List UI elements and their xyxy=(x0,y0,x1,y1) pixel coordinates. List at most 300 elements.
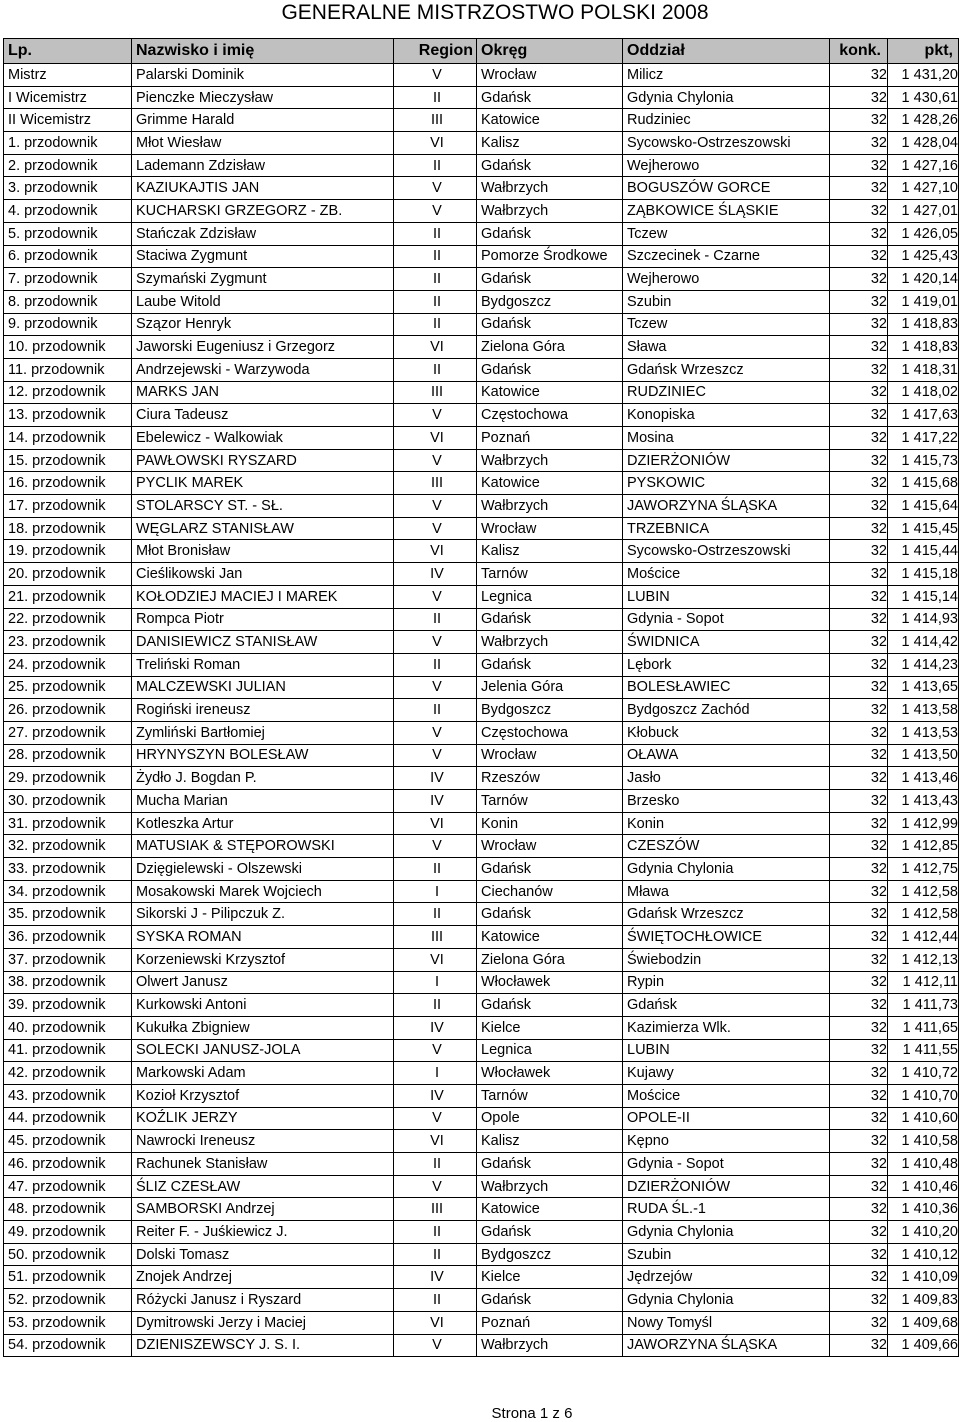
cell-region: II xyxy=(394,1289,477,1312)
cell-pkt: 1 417,63 xyxy=(888,404,959,427)
cell-district: Gdańsk xyxy=(477,903,623,926)
table-row xyxy=(4,1107,959,1130)
header-row xyxy=(4,39,959,64)
table-row xyxy=(4,926,959,949)
cell-region: III xyxy=(394,926,477,949)
cell-name: DZIENISZEWSCY J. S. I. xyxy=(132,1334,394,1357)
cell-region: IV xyxy=(394,1084,477,1107)
cell-lp: 42. przodownik xyxy=(4,1062,132,1085)
table-row xyxy=(4,1266,959,1289)
cell-pkt: 1 425,43 xyxy=(888,245,959,268)
cell-lp: 50. przodownik xyxy=(4,1243,132,1266)
cell-name: Pienczke Mieczysław xyxy=(132,86,394,109)
cell-district: Wałbrzych xyxy=(477,631,623,654)
cell-name: STOLARSCY ST. - SŁ. xyxy=(132,495,394,518)
cell-region: I xyxy=(394,971,477,994)
table-row xyxy=(4,1221,959,1244)
cell-district: Wrocław xyxy=(477,64,623,87)
table-row xyxy=(4,903,959,926)
cell-pkt: 1 412,99 xyxy=(888,812,959,835)
cell-branch: Gdynia - Sopot xyxy=(623,608,830,631)
table-row xyxy=(4,767,959,790)
cell-pkt: 1 410,36 xyxy=(888,1198,959,1221)
cell-pkt: 1 409,83 xyxy=(888,1289,959,1312)
cell-lp: 37. przodownik xyxy=(4,948,132,971)
table-row xyxy=(4,585,959,608)
table-row xyxy=(4,313,959,336)
table-row xyxy=(4,245,959,268)
cell-pkt: 1 412,13 xyxy=(888,948,959,971)
cell-branch: RUDZINIEC xyxy=(623,381,830,404)
cell-region: III xyxy=(394,109,477,132)
cell-district: Bydgoszcz xyxy=(477,290,623,313)
cell-region: II xyxy=(394,1243,477,1266)
cell-konk: 32 xyxy=(830,427,888,450)
table-row xyxy=(4,427,959,450)
cell-pkt: 1 412,11 xyxy=(888,971,959,994)
cell-konk: 32 xyxy=(830,1039,888,1062)
cell-konk: 32 xyxy=(830,676,888,699)
cell-lp: 20. przodownik xyxy=(4,563,132,586)
cell-name: Nawrocki Ireneusz xyxy=(132,1130,394,1153)
cell-region: II xyxy=(394,313,477,336)
cell-pkt: 1 427,01 xyxy=(888,200,959,223)
cell-pkt: 1 410,09 xyxy=(888,1266,959,1289)
cell-konk: 32 xyxy=(830,381,888,404)
cell-pkt: 1 412,75 xyxy=(888,858,959,881)
cell-branch: Konin xyxy=(623,812,830,835)
cell-pkt: 1 412,85 xyxy=(888,835,959,858)
cell-district: Bydgoszcz xyxy=(477,1243,623,1266)
cell-region: V xyxy=(394,517,477,540)
cell-pkt: 1 418,02 xyxy=(888,381,959,404)
cell-region: II xyxy=(394,903,477,926)
cell-pkt: 1 427,10 xyxy=(888,177,959,200)
cell-branch: ŚWIĘTOCHŁOWICE xyxy=(623,926,830,949)
cell-konk: 32 xyxy=(830,1198,888,1221)
cell-name: Kurkowski Antoni xyxy=(132,994,394,1017)
cell-branch: Mława xyxy=(623,880,830,903)
cell-lp: 36. przodownik xyxy=(4,926,132,949)
cell-lp: 14. przodownik xyxy=(4,427,132,450)
cell-lp: 19. przodownik xyxy=(4,540,132,563)
cell-name: Treliński Roman xyxy=(132,653,394,676)
cell-name: Ciura Tadeusz xyxy=(132,404,394,427)
cell-name: KOŁODZIEJ MACIEJ I MAREK xyxy=(132,585,394,608)
cell-pkt: 1 412,58 xyxy=(888,903,959,926)
cell-branch: RUDA ŚL.-1 xyxy=(623,1198,830,1221)
cell-branch: OŁAWA xyxy=(623,744,830,767)
cell-name: Reiter F. - Juśkiewicz J. xyxy=(132,1221,394,1244)
cell-district: Katowice xyxy=(477,472,623,495)
cell-district: Wrocław xyxy=(477,744,623,767)
cell-lp: 35. przodownik xyxy=(4,903,132,926)
table-row xyxy=(4,132,959,155)
cell-lp: II Wicemistrz xyxy=(4,109,132,132)
cell-lp: 17. przodownik xyxy=(4,495,132,518)
cell-lp: 1. przodownik xyxy=(4,132,132,155)
table-row xyxy=(4,1039,959,1062)
cell-konk: 32 xyxy=(830,1289,888,1312)
cell-pkt: 1 414,93 xyxy=(888,608,959,631)
cell-konk: 32 xyxy=(830,1243,888,1266)
cell-pkt: 1 430,61 xyxy=(888,86,959,109)
results-table xyxy=(3,38,959,1357)
cell-name: Dzięgielewski - Olszewski xyxy=(132,858,394,881)
cell-branch: ZĄBKOWICE ŚLĄSKIE xyxy=(623,200,830,223)
cell-lp: 44. przodownik xyxy=(4,1107,132,1130)
cell-konk: 32 xyxy=(830,109,888,132)
cell-branch: Wejherowo xyxy=(623,268,830,291)
cell-region: II xyxy=(394,222,477,245)
cell-region: VI xyxy=(394,1130,477,1153)
cell-konk: 32 xyxy=(830,1221,888,1244)
cell-konk: 32 xyxy=(830,290,888,313)
cell-pkt: 1 413,43 xyxy=(888,790,959,813)
cell-region: V xyxy=(394,631,477,654)
cell-name: Młot Bronisław xyxy=(132,540,394,563)
cell-district: Katowice xyxy=(477,1198,623,1221)
cell-konk: 32 xyxy=(830,86,888,109)
cell-konk: 32 xyxy=(830,1062,888,1085)
cell-branch: Mościce xyxy=(623,1084,830,1107)
table-row xyxy=(4,721,959,744)
table-row xyxy=(4,790,959,813)
cell-lp: 46. przodownik xyxy=(4,1153,132,1176)
cell-name: Korzeniewski Krzysztof xyxy=(132,948,394,971)
cell-name: Zymliński Bartłomiej xyxy=(132,721,394,744)
table-row xyxy=(4,1062,959,1085)
cell-pkt: 1 431,20 xyxy=(888,64,959,87)
cell-lp: 10. przodownik xyxy=(4,336,132,359)
cell-lp: 24. przodownik xyxy=(4,653,132,676)
cell-district: Włocławek xyxy=(477,971,623,994)
cell-district: Ciechanów xyxy=(477,880,623,903)
cell-branch: Rypin xyxy=(623,971,830,994)
table-row xyxy=(4,86,959,109)
table-row xyxy=(4,1289,959,1312)
cell-lp: 51. przodownik xyxy=(4,1266,132,1289)
cell-konk: 32 xyxy=(830,358,888,381)
cell-district: Kielce xyxy=(477,1266,623,1289)
cell-konk: 32 xyxy=(830,495,888,518)
cell-branch: Bydgoszcz Zachód xyxy=(623,699,830,722)
cell-branch: Świebodzin xyxy=(623,948,830,971)
cell-district: Gdańsk xyxy=(477,608,623,631)
cell-lp: 9. przodownik xyxy=(4,313,132,336)
table-row xyxy=(4,812,959,835)
table-row xyxy=(4,699,959,722)
cell-pkt: 1 415,14 xyxy=(888,585,959,608)
cell-konk: 32 xyxy=(830,64,888,87)
header-konk: konk. xyxy=(830,39,888,64)
cell-pkt: 1 410,72 xyxy=(888,1062,959,1085)
cell-branch: Rudziniec xyxy=(623,109,830,132)
cell-region: II xyxy=(394,699,477,722)
cell-district: Wałbrzych xyxy=(477,1334,623,1357)
cell-region: II xyxy=(394,268,477,291)
cell-district: Gdańsk xyxy=(477,86,623,109)
cell-branch: TRZEBNICA xyxy=(623,517,830,540)
cell-branch: Kłobuck xyxy=(623,721,830,744)
cell-name: DANISIEWICZ STANISŁAW xyxy=(132,631,394,654)
cell-konk: 32 xyxy=(830,1016,888,1039)
cell-konk: 32 xyxy=(830,404,888,427)
table-row xyxy=(4,222,959,245)
cell-district: Bydgoszcz xyxy=(477,699,623,722)
cell-konk: 32 xyxy=(830,585,888,608)
table-row xyxy=(4,1175,959,1198)
cell-lp: 6. przodownik xyxy=(4,245,132,268)
cell-region: VI xyxy=(394,132,477,155)
cell-name: KAZIUKAJTIS JAN xyxy=(132,177,394,200)
cell-region: VI xyxy=(394,1311,477,1334)
header-region: Region xyxy=(394,39,477,64)
cell-district: Poznań xyxy=(477,427,623,450)
table-row xyxy=(4,381,959,404)
cell-konk: 32 xyxy=(830,835,888,858)
table-row xyxy=(4,1334,959,1357)
cell-branch: Gdynia Chylonia xyxy=(623,858,830,881)
cell-district: Wałbrzych xyxy=(477,1175,623,1198)
cell-region: V xyxy=(394,200,477,223)
cell-pkt: 1 417,22 xyxy=(888,427,959,450)
cell-lp: 2. przodownik xyxy=(4,154,132,177)
cell-konk: 32 xyxy=(830,1084,888,1107)
cell-region: V xyxy=(394,721,477,744)
cell-lp: 12. przodownik xyxy=(4,381,132,404)
cell-name: Lademann Zdzisław xyxy=(132,154,394,177)
cell-branch: Sycowsko-Ostrzeszowski xyxy=(623,540,830,563)
table-row xyxy=(4,200,959,223)
table-row xyxy=(4,1198,959,1221)
table-row xyxy=(4,563,959,586)
cell-name: Ebelewicz - Walkowiak xyxy=(132,427,394,450)
cell-branch: CZESZÓW xyxy=(623,835,830,858)
cell-pkt: 1 411,65 xyxy=(888,1016,959,1039)
cell-lp: 28. przodownik xyxy=(4,744,132,767)
cell-konk: 32 xyxy=(830,631,888,654)
cell-branch: Gdańsk xyxy=(623,994,830,1017)
cell-region: II xyxy=(394,608,477,631)
cell-district: Jelenia Góra xyxy=(477,676,623,699)
table-row xyxy=(4,449,959,472)
cell-district: Wałbrzych xyxy=(477,177,623,200)
cell-branch: Nowy Tomyśl xyxy=(623,1311,830,1334)
cell-pkt: 1 410,60 xyxy=(888,1107,959,1130)
table-row xyxy=(4,109,959,132)
table-row xyxy=(4,971,959,994)
cell-region: II xyxy=(394,245,477,268)
cell-branch: BOGUSZÓW GORCE xyxy=(623,177,830,200)
cell-branch: Kępno xyxy=(623,1130,830,1153)
cell-konk: 32 xyxy=(830,449,888,472)
document-title: GENERALNE MISTRZOSTWO POLSKI 2008 xyxy=(281,1,709,24)
cell-region: VI xyxy=(394,336,477,359)
cell-lp: 13. przodownik xyxy=(4,404,132,427)
table-row xyxy=(4,1016,959,1039)
cell-district: Gdańsk xyxy=(477,313,623,336)
cell-lp: 41. przodownik xyxy=(4,1039,132,1062)
cell-name: Dolski Tomasz xyxy=(132,1243,394,1266)
cell-district: Poznań xyxy=(477,1311,623,1334)
cell-name: SYSKA ROMAN xyxy=(132,926,394,949)
cell-name: KOŹLIK JERZY xyxy=(132,1107,394,1130)
cell-branch: OPOLE-II xyxy=(623,1107,830,1130)
cell-pkt: 1 409,66 xyxy=(888,1334,959,1357)
cell-pkt: 1 413,46 xyxy=(888,767,959,790)
cell-region: II xyxy=(394,86,477,109)
cell-lp: 32. przodownik xyxy=(4,835,132,858)
cell-branch: BOLESŁAWIEC xyxy=(623,676,830,699)
table-row xyxy=(4,358,959,381)
cell-branch: JAWORZYNA ŚLĄSKA xyxy=(623,495,830,518)
cell-region: V xyxy=(394,835,477,858)
cell-name: WĘGLARZ STANISŁAW xyxy=(132,517,394,540)
cell-region: II xyxy=(394,358,477,381)
cell-district: Włocławek xyxy=(477,1062,623,1085)
cell-pkt: 1 410,12 xyxy=(888,1243,959,1266)
cell-pkt: 1 418,83 xyxy=(888,313,959,336)
cell-district: Wrocław xyxy=(477,517,623,540)
cell-branch: Brzesko xyxy=(623,790,830,813)
cell-lp: 18. przodownik xyxy=(4,517,132,540)
cell-lp: I Wicemistrz xyxy=(4,86,132,109)
cell-pkt: 1 410,48 xyxy=(888,1153,959,1176)
cell-lp: Mistrz xyxy=(4,64,132,87)
cell-lp: 5. przodownik xyxy=(4,222,132,245)
cell-konk: 32 xyxy=(830,812,888,835)
cell-konk: 32 xyxy=(830,1266,888,1289)
cell-pkt: 1 414,23 xyxy=(888,653,959,676)
cell-district: Kielce xyxy=(477,1016,623,1039)
cell-lp: 52. przodownik xyxy=(4,1289,132,1312)
cell-name: PAWŁOWSKI RYSZARD xyxy=(132,449,394,472)
cell-name: Kozioł Krzysztof xyxy=(132,1084,394,1107)
cell-pkt: 1 413,53 xyxy=(888,721,959,744)
cell-branch: LUBIN xyxy=(623,585,830,608)
cell-konk: 32 xyxy=(830,926,888,949)
cell-district: Tarnów xyxy=(477,790,623,813)
cell-branch: Tczew xyxy=(623,222,830,245)
cell-region: IV xyxy=(394,767,477,790)
cell-pkt: 1 420,14 xyxy=(888,268,959,291)
cell-lp: 45. przodownik xyxy=(4,1130,132,1153)
cell-name: Różycki Janusz i Ryszard xyxy=(132,1289,394,1312)
cell-konk: 32 xyxy=(830,472,888,495)
cell-name: PYCLIK MAREK xyxy=(132,472,394,495)
table-row xyxy=(4,1130,959,1153)
table-row xyxy=(4,1084,959,1107)
cell-branch: Gdynia Chylonia xyxy=(623,1221,830,1244)
header-branch: Oddział xyxy=(623,39,830,64)
cell-district: Tarnów xyxy=(477,1084,623,1107)
cell-name: Rogiński ireneusz xyxy=(132,699,394,722)
cell-branch: Gdynia Chylonia xyxy=(623,86,830,109)
cell-konk: 32 xyxy=(830,790,888,813)
cell-name: MALCZEWSKI JULIAN xyxy=(132,676,394,699)
cell-konk: 32 xyxy=(830,744,888,767)
cell-name: Palarski Dominik xyxy=(132,64,394,87)
cell-lp: 29. przodownik xyxy=(4,767,132,790)
cell-name: Mosakowski Marek Wojciech xyxy=(132,880,394,903)
cell-region: VI xyxy=(394,540,477,563)
cell-region: V xyxy=(394,1175,477,1198)
cell-pkt: 1 413,50 xyxy=(888,744,959,767)
cell-district: Gdańsk xyxy=(477,994,623,1017)
cell-name: SAMBORSKI Andrzej xyxy=(132,1198,394,1221)
table-row xyxy=(4,1243,959,1266)
cell-name: Dymitrowski Jerzy i Maciej xyxy=(132,1311,394,1334)
cell-branch: Tczew xyxy=(623,313,830,336)
cell-pkt: 1 410,70 xyxy=(888,1084,959,1107)
cell-konk: 32 xyxy=(830,517,888,540)
cell-pkt: 1 415,44 xyxy=(888,540,959,563)
cell-region: II xyxy=(394,653,477,676)
cell-konk: 32 xyxy=(830,132,888,155)
table-row xyxy=(4,608,959,631)
cell-branch: Mosina xyxy=(623,427,830,450)
cell-lp: 34. przodownik xyxy=(4,880,132,903)
cell-district: Zielona Góra xyxy=(477,336,623,359)
cell-district: Częstochowa xyxy=(477,721,623,744)
cell-lp: 39. przodownik xyxy=(4,994,132,1017)
cell-district: Kalisz xyxy=(477,132,623,155)
cell-region: V xyxy=(394,1039,477,1062)
cell-konk: 32 xyxy=(830,268,888,291)
cell-konk: 32 xyxy=(830,222,888,245)
cell-name: Cieślikowski Jan xyxy=(132,563,394,586)
cell-region: V xyxy=(394,1107,477,1130)
cell-district: Katowice xyxy=(477,381,623,404)
table-row xyxy=(4,404,959,427)
cell-konk: 32 xyxy=(830,971,888,994)
cell-district: Katowice xyxy=(477,926,623,949)
table-row xyxy=(4,1153,959,1176)
cell-branch: Jasło xyxy=(623,767,830,790)
table-row xyxy=(4,994,959,1017)
cell-district: Konin xyxy=(477,812,623,835)
cell-name: Kotleszka Artur xyxy=(132,812,394,835)
cell-region: V xyxy=(394,404,477,427)
table-row xyxy=(4,631,959,654)
cell-pkt: 1 412,58 xyxy=(888,880,959,903)
cell-pkt: 1 428,04 xyxy=(888,132,959,155)
cell-lp: 38. przodownik xyxy=(4,971,132,994)
cell-branch: PYSKOWIC xyxy=(623,472,830,495)
cell-konk: 32 xyxy=(830,1130,888,1153)
cell-lp: 49. przodownik xyxy=(4,1221,132,1244)
cell-district: Legnica xyxy=(477,585,623,608)
cell-region: III xyxy=(394,472,477,495)
cell-branch: Jędrzejów xyxy=(623,1266,830,1289)
cell-branch: Lębork xyxy=(623,653,830,676)
cell-district: Gdańsk xyxy=(477,1221,623,1244)
cell-name: Rachunek Stanisław xyxy=(132,1153,394,1176)
cell-name: Szązor Henryk xyxy=(132,313,394,336)
cell-konk: 32 xyxy=(830,1334,888,1357)
cell-region: II xyxy=(394,1153,477,1176)
cell-name: Grimme Harald xyxy=(132,109,394,132)
cell-pkt: 1 411,73 xyxy=(888,994,959,1017)
cell-branch: Kazimierza Wlk. xyxy=(623,1016,830,1039)
cell-pkt: 1 415,64 xyxy=(888,495,959,518)
cell-name: KUCHARSKI GRZEGORZ - ZB. xyxy=(132,200,394,223)
cell-lp: 21. przodownik xyxy=(4,585,132,608)
cell-pkt: 1 415,68 xyxy=(888,472,959,495)
cell-region: IV xyxy=(394,563,477,586)
cell-branch: Mościce xyxy=(623,563,830,586)
